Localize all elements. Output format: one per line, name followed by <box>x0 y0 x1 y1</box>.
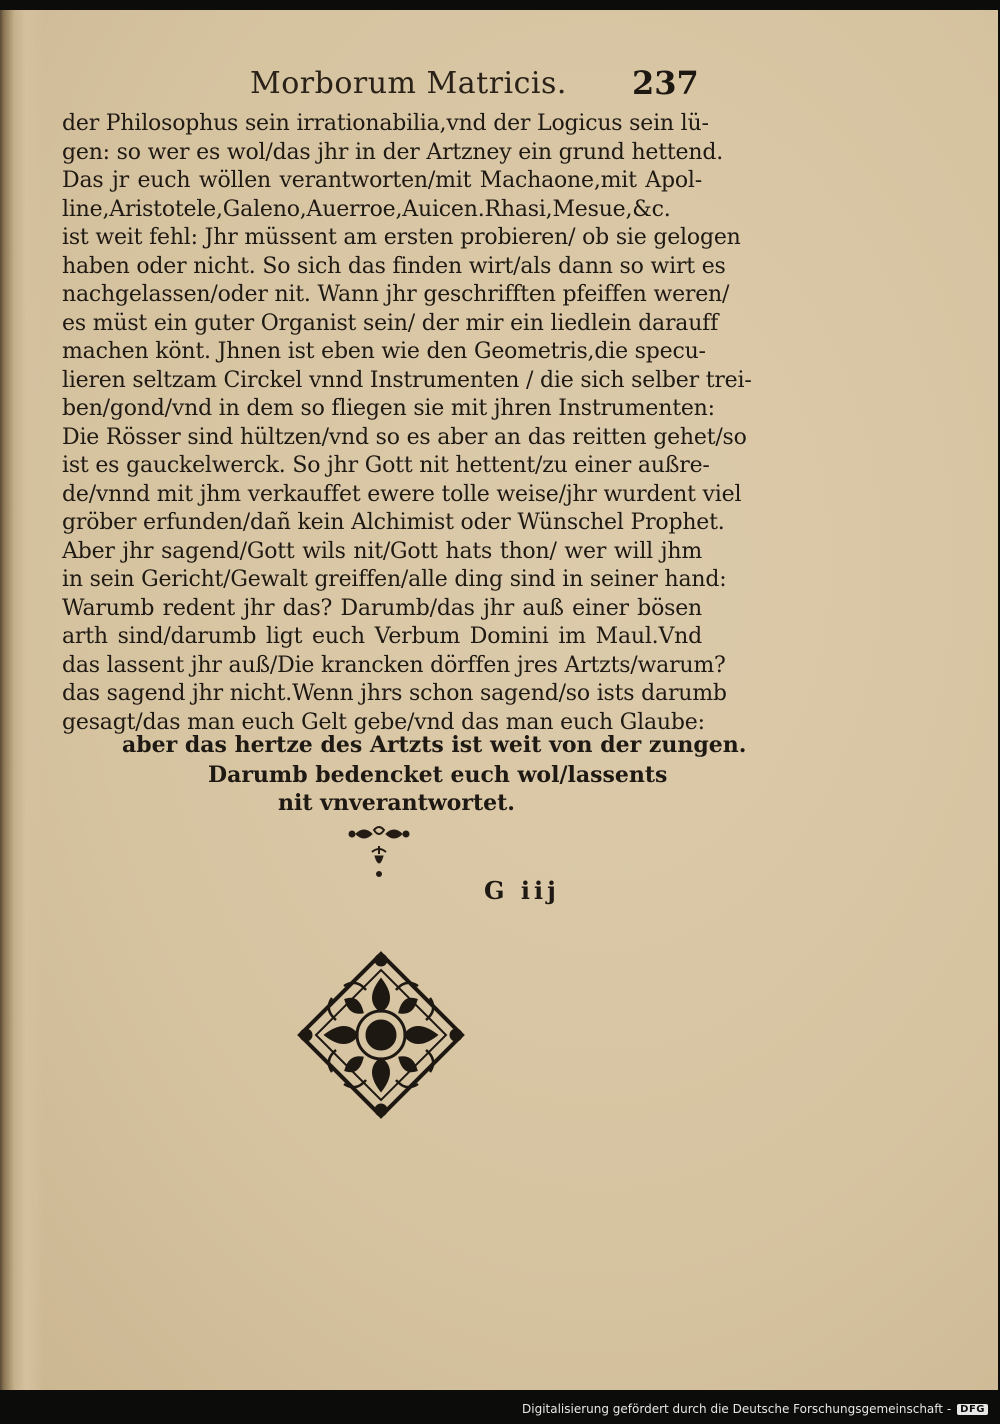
book-page <box>0 10 998 1390</box>
text-line: line,Aristotele,Galeno,Auerroe,Auicen.Rhasi,Mesue,&c. <box>62 196 671 222</box>
text-line: haben oder nicht. So sich das finden wirt/als dann so wirt es <box>62 253 726 279</box>
body-text <box>62 110 752 737</box>
text-line: Die Rösser sind hültzen/vnd so es aber an das reitten gehet/so <box>62 424 747 450</box>
text-line: machen könt. Jhnen ist eben wie den Geometris,die specu- <box>62 339 706 364</box>
text-line: in sein Gericht/Gewalt greiffen/alle ding sind in seiner hand: <box>62 567 727 592</box>
text-line: gesagt/das man euch Gelt gebe/vnd das man euch Glaube: <box>62 709 705 735</box>
digitization-footer <box>522 1400 988 1418</box>
text-line: de/vnnd mit jhm verkauffet ewere tolle weise/jhr wurdent viel <box>62 481 742 507</box>
signature-mark: G iij <box>484 876 560 905</box>
running-title: Morborum Matricis. <box>250 66 567 101</box>
page-header <box>0 62 998 112</box>
dfg-logo: DFG <box>957 1404 988 1415</box>
closing-line: aber das hertze des Artzts ist weit von der zungen. <box>122 732 747 758</box>
text-line: ist es gauckelwerck. So jhr Gott nit hettent/zu einer außre- <box>62 453 710 478</box>
text-line: Aber jhr sagend/Gott wils nit/Gott hats thon/ wer will jhm <box>62 538 702 564</box>
closing-line: nit vnverantwortet. <box>278 790 515 816</box>
page-number: 237 <box>632 64 699 102</box>
text-line: ist weit fehl: Jhr müssent am ersten probieren/ ob sie gelogen <box>62 225 741 250</box>
text-line: der Philosophus sein irrationabilia,vnd der Logicus sein lü- <box>62 111 709 136</box>
footer-credit: Digitalisierung gefördert durch die Deutsche Forschungsgemeinschaft - <box>522 1402 952 1416</box>
text-line: ben/gond/vnd in dem so fliegen sie mit jhren Instrumenten: <box>62 396 715 421</box>
closing-line: Darumb bedencket euch wol/lassents <box>208 762 668 788</box>
small-ornament-icon <box>344 824 414 884</box>
text-line: Das jr euch wöllen verantworten/mit Machaone,mit Apol- <box>62 168 702 193</box>
text-line: lieren seltzam Circkel vnnd Instrumenten / die sich selber trei- <box>62 367 752 393</box>
fleuron-ornament-icon <box>296 950 466 1120</box>
text-line: gen: so wer es wol/das jhr in der Artzney ein grund hettend. <box>62 139 723 165</box>
text-line: arth sind/darumb ligt euch Verbum Domini im Maul.Vnd <box>62 624 702 649</box>
text-line: nachgelassen/oder nit. Wann jhr geschrifften pfeiffen weren/ <box>62 282 730 307</box>
text-line: gröber erfunden/dañ kein Alchimist oder Wünschel Prophet. <box>62 510 725 535</box>
text-line: das sagend jhr nicht.Wenn jhrs schon sagend/so ists darumb <box>62 681 727 706</box>
text-line: es müst ein guter Organist sein/ der mir ein liedlein darauff <box>62 310 719 336</box>
text-line: das lassent jhr auß/Die krancken dörffen jres Artzts/warum? <box>62 652 726 678</box>
text-line: Warumb redent jhr das? Darumb/das jhr auß einer bösen <box>62 595 702 621</box>
